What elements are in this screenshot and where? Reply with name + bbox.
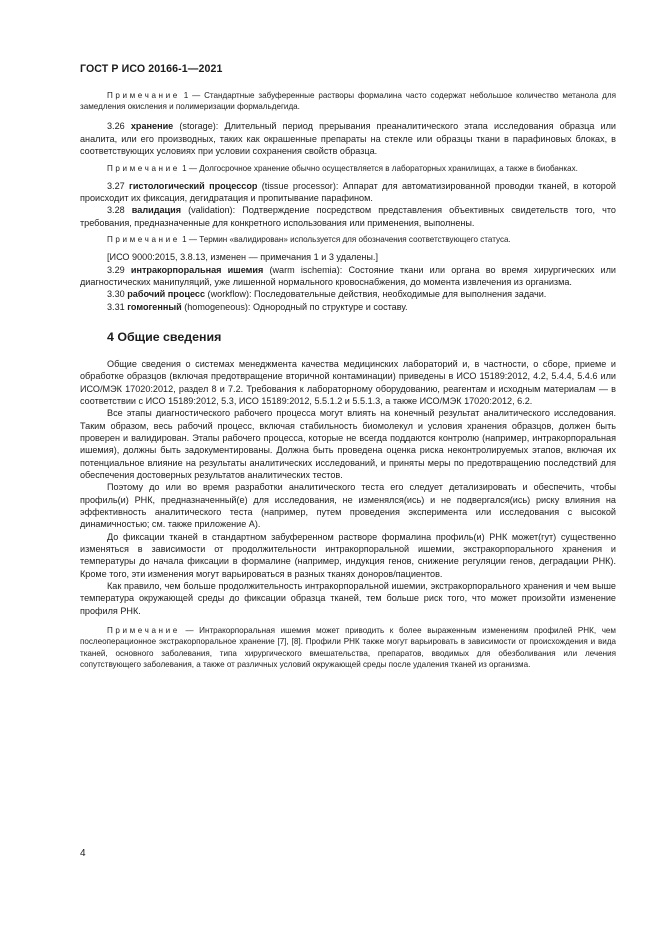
term-title: гистологический процессор — [129, 180, 258, 191]
term-title: гомогенный — [127, 301, 182, 312]
term-title: хранение — [130, 121, 174, 132]
term-3-28: 3.28 валидация (validation): Подтверждение посредством представления объективных свидетельств того, что требования, предназначенные для конкретного использования или применения, выполнены. — [80, 205, 616, 228]
reference-note: [ИСО 9000:2015, 3.8.13, изменен — примечания 1 и 3 удалены.] — [107, 252, 378, 263]
term-3-30: 3.30 рабочий процесс (workflow): Последовательные действия, необходимые для выполнения задачи. — [107, 289, 547, 300]
section-paragraph: Общие сведения о системах менеджмента качества медицинских лабораторий и, в частности, о сборе, приеме и обработке образцов (включая предотвращение вторичной контаминации) приведены в ИСО 15189:2012, 4.2, 5.4.4, 5.4.6 или ИСО/МЭК 17020:2012, раздел 8 и 7.2. Требования к лабораторному оборудованию, реагентам и исходным материалам — в соответствии с ИСО 15189:2012, 5.3, ИСО 15189:2012, 5.5.1.2 и 5.5.1.3, а также ИСО/МЭК 17020:2012, 6.2. — [80, 358, 616, 406]
term-3-27: 3.27 гистологический процессор (tissue processor): Аппарат для автоматизированной проводки тканей, в которой происходит их фиксация, дегидратация и пропитывание парафином. — [80, 180, 616, 203]
note-label: Примечание — [107, 235, 180, 245]
note-1: Примечание 1 — Стандартные забуференные растворы формалина часто содержат небольшое количество метанола для замедления окисления и полимеризации формальдегида. — [80, 91, 617, 112]
note-label: Примечание — [107, 626, 180, 636]
note-3: Примечание 1 — Термин «валидирован» используется для обозначения соответствующего статуса. — [107, 235, 511, 245]
note-4: Примечание — Интракорпоральная ишемия может приводить к более выраженным изменениям профилей РНК, чем послеоперационное экстракорпоральное хранение [7], [8]. Профили РНК также могут варьировать в зависимости от происхождения и вида тканей, основного заболевания, типа хирургического вмешательства, препаратов, вводимых для обезболивания или лечения сопутствующего заболевания, а также от различных условий окружающей среды после удаления тканей из организма. — [80, 626, 616, 669]
note-2: Примечание 1 — Долгосрочное хранение обычно осуществляется в лабораторных хранилищах, а также в биобанках. — [107, 164, 578, 174]
term-3-29: 3.29 интракорпоральная ишемия (warm ischemia): Состояние ткани или органа во время хирургических или диагностических манипуляций, уже лишенной нормального кровоснабжения, до момента извлечения из организма. — [80, 264, 616, 287]
page-number: 4 — [80, 848, 86, 859]
term-3-26: 3.26 хранение (storage): Длительный период прерывания преаналитического этапа исследования образца или аналита, или его производных, таких как окрашенные препараты на стекле или образцы ткани в парафиновых блоках, в соответствующих условиях при условии сохранения свойств образца. — [80, 121, 616, 157]
term-title: валидация — [131, 205, 182, 216]
section-heading: 4 Общие сведения — [107, 329, 222, 344]
term-title: интракорпоральная ишемия — [130, 264, 264, 275]
document-header: ГОСТ Р ИСО 20166-1—2021 — [80, 63, 223, 75]
section-paragraph: Как правило, чем больше продолжительность интракорпоральной ишемии, экстракорпорального хранения и чем выше температура окружающей среды до фиксации образца тканей, тем больше риск того, что может произойти изменение профиля РНК. — [80, 581, 616, 616]
note-label: Примечание — [107, 164, 180, 174]
term-3-31: 3.31 гомогенный (homogeneous): Однородный по структуре и составу. — [107, 301, 408, 312]
note-label: Примечание — [107, 91, 180, 100]
term-title: рабочий процесс — [127, 289, 206, 300]
section-paragraph: Поэтому до или во время разработки аналитического теста его следует детализировать и обеспечить, чтобы профиль(и) РНК, предназначенный(е) для исследования, не изменялся(ись) и не подвергался(ись) риску влияния на эффективность аналитического теста (например, путем проведения эксперимента или исследования с высокой динамичностью; см. также приложение А). — [80, 482, 616, 530]
section-paragraph: До фиксации тканей в стандартном забуференном растворе формалина профиль(и) РНК может(гут) существенно изменяться в зависимости от продолжительности интракорпоральной ишемии, экстракорпорального хранения и температуры до начала фиксации в формалине (например, индукция генов, снижение регуляции генов, деградации РНК). Кроме того, эти изменения могут варьироваться в разных тканях доноров/пациентов. — [80, 531, 616, 579]
section-paragraph: Все этапы диагностического рабочего процесса могут влиять на конечный результат аналитического исследования. Таким образом, весь рабочий процесс, включая стабильность биомолекул и условия хранения образцов, должен быть проверен и валидирован. Этапы рабочего процесса, которые не всегда поддаются контролю (например, интракорпоральная ишемия), должны быть задокументированы. Должна быть проведена оценка риска неконтролируемых этапов, включая их потенциальное влияние на результаты аналитических исследований, и приняты меры по предотвращению последствий для обеспечения достоверных результатов аналитических тестов. — [80, 408, 616, 481]
page-content — [80, 90, 616, 670]
